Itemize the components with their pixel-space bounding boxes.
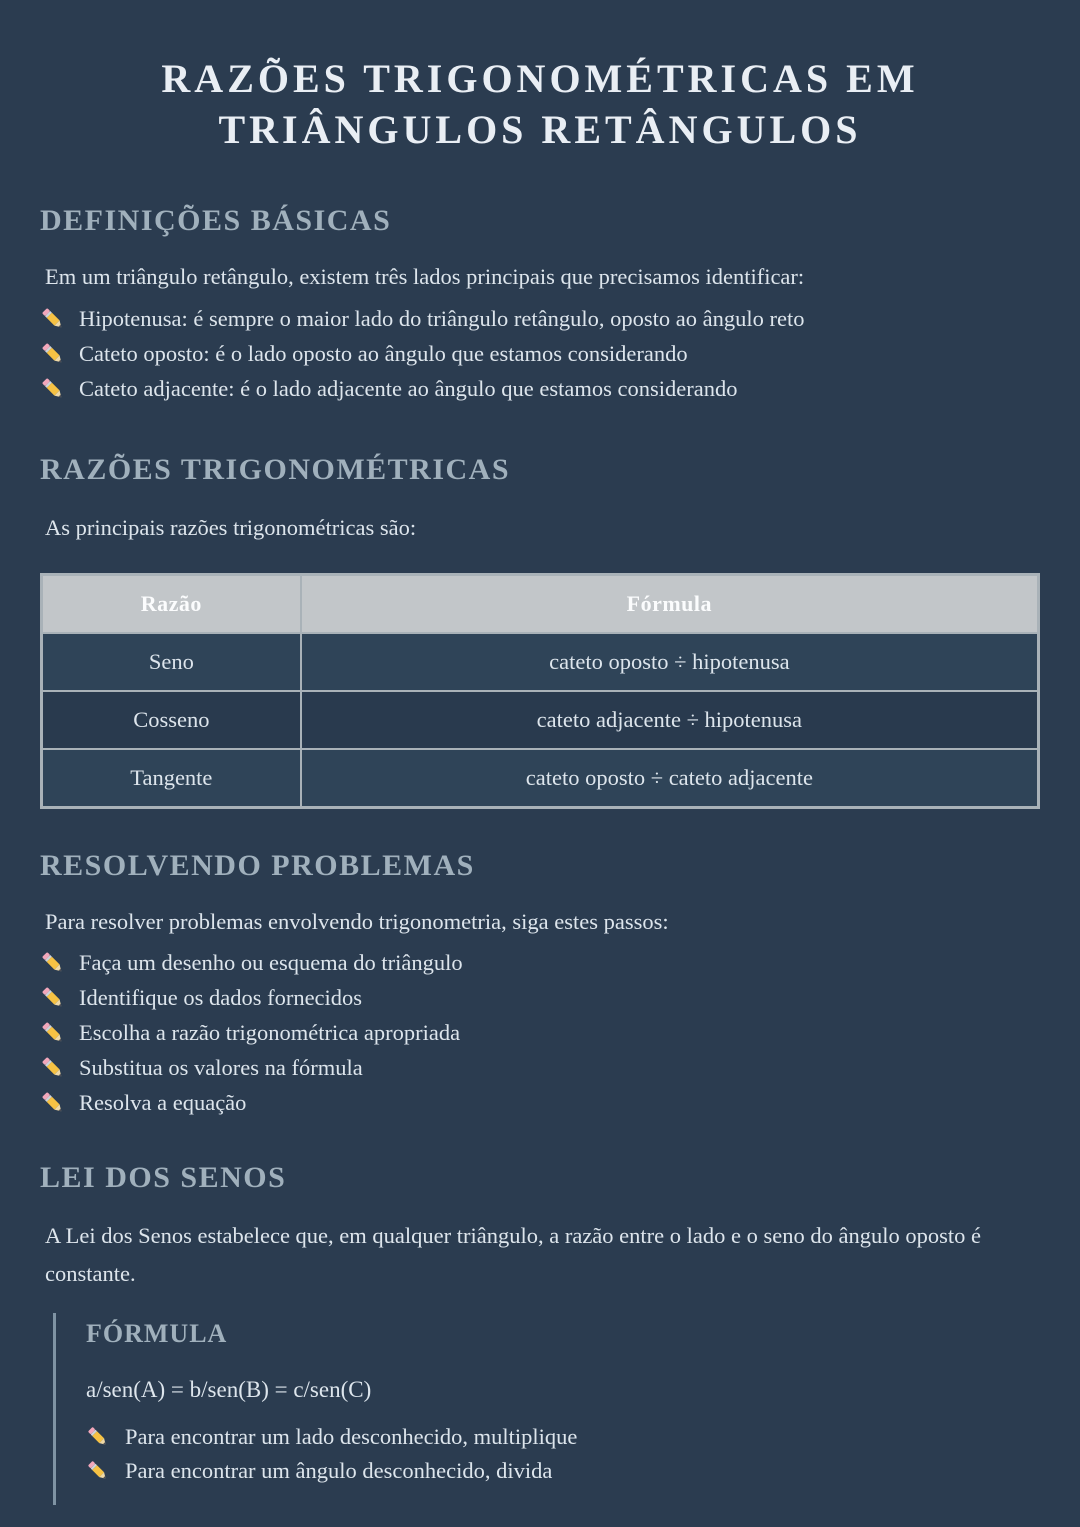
list-item: [40, 375, 1040, 403]
page-title-line2: TRIÂNGULOS RETÂNGULOS: [218, 106, 862, 152]
formula-block-heading: FÓRMULA: [86, 1318, 228, 1348]
pencil-icon: [40, 306, 66, 332]
intro-text-lei-senos: A Lei dos Senos estabelece que, em qualquer triângulo, a razão entre o lado e o seno do ângulo oposto é constante.: [45, 1222, 981, 1286]
list-item: [40, 1019, 1040, 1047]
list-item-text: Substitua os valores na fórmula: [79, 1054, 363, 1080]
formula-notes-list: [86, 1423, 1040, 1485]
section-lei-dos-senos: [40, 1161, 1040, 1505]
list-item-text: Faça um desenho ou esquema do triângulo: [79, 949, 463, 975]
table-header-razao: Razão: [42, 574, 301, 633]
list-item: [86, 1457, 1040, 1485]
list-item-text: Cateto adjacente: é o lado adjacente ao ângulo que estamos considerando: [79, 375, 738, 401]
pencil-icon: [40, 1090, 66, 1116]
resolvendo-list: [40, 949, 1040, 1117]
page-title: [40, 0, 1040, 156]
trig-ratios-table: [40, 573, 1040, 809]
section-razoes-trigonometricas: [40, 453, 1040, 809]
pencil-icon: [40, 1055, 66, 1081]
list-item-text: Escolha a razão trigonométrica apropriada: [79, 1019, 461, 1045]
section-heading-razoes: RAZÕES TRIGONOMÉTRICAS: [40, 452, 511, 486]
table-cell-formula: cateto oposto ÷ hipotenusa: [301, 633, 1039, 691]
table-row-cosseno: [42, 691, 1039, 749]
table-header-formula: Fórmula: [301, 574, 1039, 633]
table-row-tangente: [42, 749, 1039, 808]
table-cell-ratio: Tangente: [42, 749, 301, 808]
list-item-text: Para encontrar um lado desconhecido, multiplique: [125, 1423, 578, 1449]
page-title-line1: RAZÕES TRIGONOMÉTRICAS EM: [161, 56, 919, 101]
table-header-row: [42, 574, 1039, 633]
definicoes-list: [40, 305, 1040, 403]
pencil-icon: [40, 985, 66, 1011]
table-cell-ratio: Cosseno: [42, 691, 301, 749]
table-cell-formula: cateto oposto ÷ cateto adjacente: [301, 749, 1039, 808]
section-heading-lei-senos: LEI DOS SENOS: [40, 1160, 287, 1194]
table-cell-formula: cateto adjacente ÷ hipotenusa: [301, 691, 1039, 749]
list-item: [40, 1089, 1040, 1117]
section-definicoes-basicas: [40, 204, 1040, 403]
pencil-icon: [40, 1020, 66, 1046]
table-cell-ratio: Seno: [42, 633, 301, 691]
intro-text-razoes: As principais razões trigonométricas são:: [45, 514, 417, 540]
list-item: [40, 305, 1040, 333]
pencil-icon: [40, 950, 66, 976]
list-item: [86, 1423, 1040, 1451]
list-item-text: Para encontrar um ângulo desconhecido, divida: [125, 1457, 553, 1483]
list-item: [40, 340, 1040, 368]
list-item-text: Resolva a equação: [79, 1089, 247, 1115]
table-row-seno: [42, 633, 1039, 691]
pencil-icon: [86, 1459, 110, 1483]
list-item: [40, 1054, 1040, 1082]
section-heading-resolvendo: RESOLVENDO PROBLEMAS: [40, 848, 475, 882]
list-item-text: Hipotenusa: é sempre o maior lado do triângulo retângulo, oposto ao ângulo reto: [79, 305, 805, 331]
intro-text-resolvendo: Para resolver problemas envolvendo trigonometria, siga estes passos:: [45, 908, 669, 934]
pencil-icon: [40, 376, 66, 402]
intro-text-definicoes: Em um triângulo retângulo, existem três lados principais que precisamos identificar:: [45, 263, 805, 289]
pencil-icon: [40, 341, 66, 367]
section-resolvendo-problemas: [40, 849, 1040, 1117]
list-item-text: Cateto oposto: é o lado oposto ao ângulo que estamos considerando: [79, 340, 688, 366]
formula-block: [53, 1313, 1040, 1505]
list-item-text: Identifique os dados fornecidos: [79, 984, 363, 1010]
list-item: [40, 984, 1040, 1012]
list-item: [40, 949, 1040, 977]
section-heading-definicoes: DEFINIÇÕES BÁSICAS: [40, 203, 392, 237]
pencil-icon: [86, 1425, 110, 1449]
formula-text: a/sen(A) = b/sen(B) = c/sen(C): [86, 1376, 372, 1402]
